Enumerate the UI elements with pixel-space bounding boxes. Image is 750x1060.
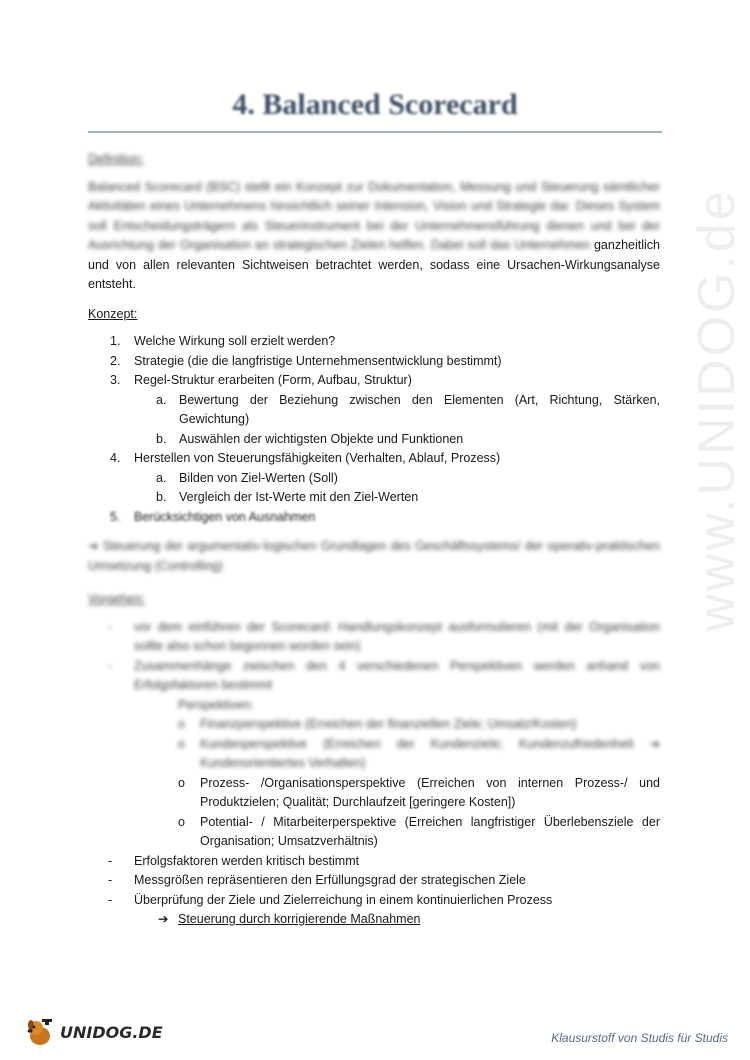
definition-blurred-text: Balanced Scorecard (BSC) stellt ein Konzept zur Dokumentation, Messung und Steuerung sämtlicher Aktivitäten eines Unternehmens hinsichtlich seiner Intension, Vision und Strategie dar. Dieses System soll Entscheidungsträgern als Steuerinstrument bei der Unternehmensführung dienen und bei der Ausrichtung der Organisation an strategischen Zielen helfen. Dabei soll das Unternehmen <box>88 179 660 252</box>
vorgehen-more-list <box>88 852 660 911</box>
footer-tagline: Klausurstoff von Studis für Studis <box>551 1031 728 1045</box>
list-item: 1. Welche Wirkung soll erzielt werden? <box>110 334 336 348</box>
list-item: a. Bilden von Ziel-Werten (Soll) <box>156 470 338 485</box>
list-item: o Kundenperspektive (Erreichen der Kundenziele; Kundenzufriedenheit ➔ Kundenorientiertes Verhalten) <box>178 736 660 770</box>
konzept-conclusion: ➔ Steuerung der argumentativ-logischen Grundlagen des Geschäftssystems/ der operativ-praktischen Umsetzung (Controlling) <box>88 539 660 573</box>
vorgehen-heading: Vorgehen: <box>88 592 145 606</box>
list-item: o Potential- / Mitarbeiterperspektive (Erreichen langfristiger Überlebensziele der Organisation; Umsatzverhältnis) <box>178 814 660 848</box>
arrow-conclusion <box>88 910 660 930</box>
list-item: 5. Berücksichtigen von Ausnahmen <box>110 509 316 524</box>
perspektiven-label: Perspektiven: <box>178 697 254 712</box>
list-item: - vor dem einführen der Scorecard: Handlungskonzept ausformulieren (mit der Organisation sollte also schon begonnen worden sein) <box>108 619 660 653</box>
list-item: - Überprüfung der Ziele und Zielerreichung in einem kontinuierlichen Prozess <box>108 892 553 907</box>
konzept-heading: Konzept: <box>88 306 138 321</box>
right-arrow-icon: ➔ <box>158 912 169 926</box>
page-title: 4. Balanced Scorecard <box>232 88 518 121</box>
vorgehen-list <box>88 618 660 696</box>
list-item: o Prozess- /Organisationsperspektive (Erreichen von internen Prozess-/ und Produktzielen; Qualität; Durchlaufzeit [geringere Kosten]) <box>178 775 660 809</box>
arrow-conclusion-text: Steuerung durch korrigierende Maßnahmen <box>178 912 421 926</box>
list-item: o Finanzperspektive (Erreichen der finanziellen Ziele; Umsatz/Kosten) <box>178 717 577 731</box>
footer-logo <box>24 1016 163 1048</box>
list-item: - Messgrößen repräsentieren den Erfüllungsgrad der strategischen Ziele <box>108 873 526 887</box>
list-item: - Zusammenhänge zwischen den 4 verschiedenen Perspektiven werden anhand von Erfolgsfaktoren bestimmt <box>108 658 660 692</box>
list-item: - Erfolgsfaktoren werden kritisch bestimmt <box>108 853 360 868</box>
footer-logo-text: UNIDOG.DE <box>60 1022 163 1042</box>
perspektiven-list <box>88 715 660 852</box>
main-content <box>88 150 660 930</box>
title-divider <box>88 131 662 133</box>
list-item: b. Auswählen der wichtigsten Objekte und Funktionen <box>156 431 464 446</box>
definition-heading: Definition: <box>88 152 144 166</box>
dog-mascot-icon <box>24 1016 56 1048</box>
konzept-list <box>88 332 660 527</box>
definition-clear-text: ganzheitlich und von allen relevanten Sichtweisen betrachtet werden, sodass eine Ursachen-Wirkungsanalyse entsteht. <box>88 238 660 291</box>
list-item: 3. Regel-Struktur erarbeiten (Form, Aufbau, Struktur) <box>110 373 412 387</box>
list-item: a. Bewertung der Beziehung zwischen den Elementen (Art, Richtung, Stärken, Gewichtung) <box>156 392 660 426</box>
list-item: b. Vergleich der Ist-Werte mit den Ziel-Werten <box>156 490 419 504</box>
list-item: 4. Herstellen von Steuerungsfähigkeiten (Verhalten, Ablauf, Prozess) <box>110 451 501 465</box>
definition-paragraph <box>88 178 660 295</box>
watermark-text: www.UNIDOG.de <box>688 188 746 632</box>
list-item: 2. Strategie (die die langfristige Unternehmensentwicklung bestimmt) <box>110 353 502 368</box>
